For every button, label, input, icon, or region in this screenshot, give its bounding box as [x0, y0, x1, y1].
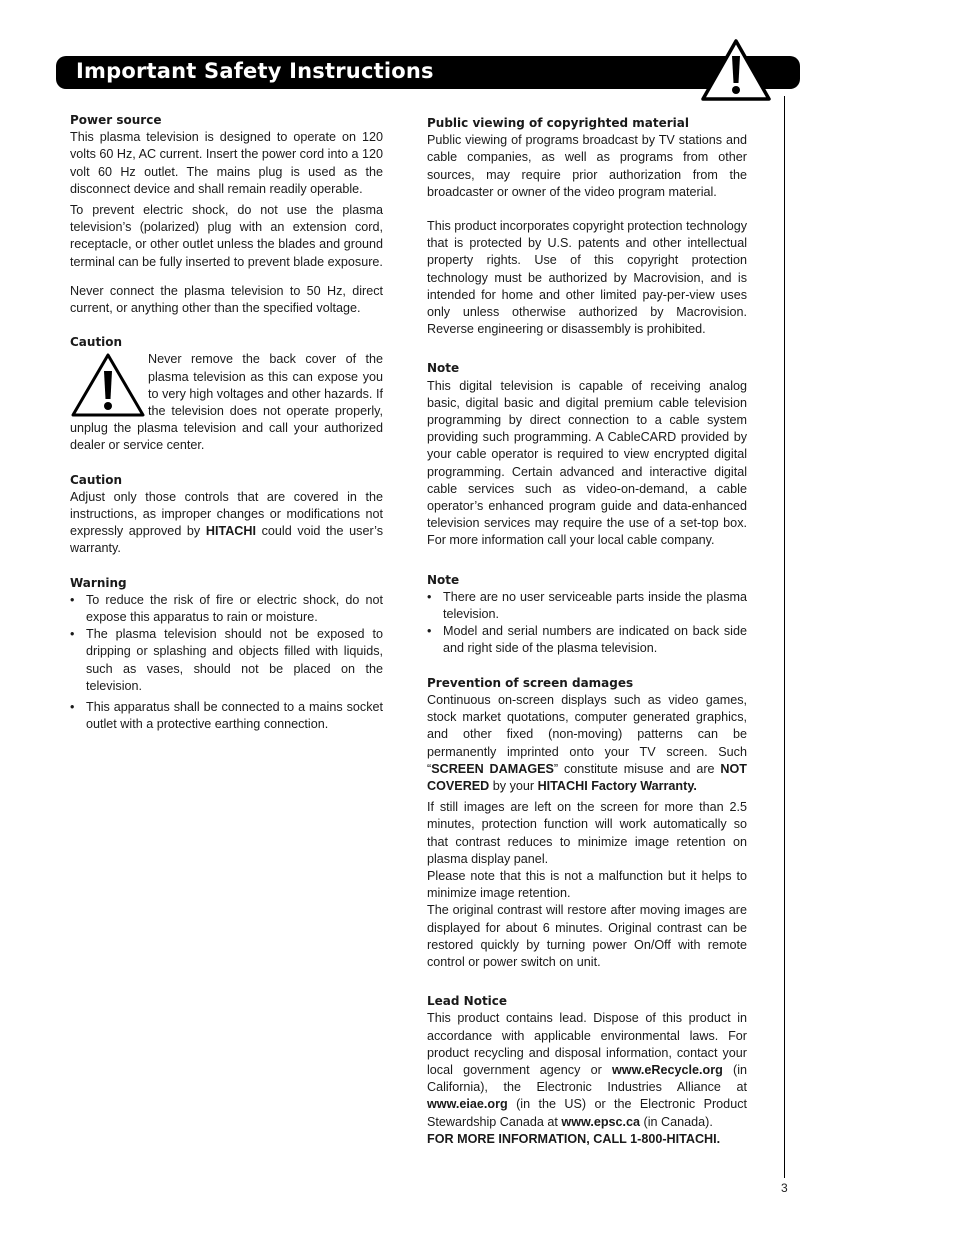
eiae-link[interactable]: www.eiae.org — [427, 1097, 508, 1112]
erecycle-link[interactable]: www.eRecycle.org — [611, 1062, 723, 1077]
lead-text-d: (in Canada). — [640, 1114, 713, 1129]
header-bar — [56, 56, 800, 89]
hitachi-warranty-term: HITACHI Factory Warranty. — [537, 778, 697, 793]
prevention-paragraph-4: The original contrast will restore after moving images are displayed for about 6 minutes. Original contrast can be restored quickly by turning power On/Off with remote control or power switch on unit. — [427, 903, 747, 969]
right-column — [427, 115, 747, 1148]
section-heading-prevention: Prevention of screen damages — [427, 675, 634, 690]
section-heading-public-viewing: Public viewing of copyrighted material — [427, 116, 689, 130]
lead-callout — [427, 1131, 747, 1148]
power-source-paragraph-1: This plasma television is designed to operate on 120 volts 60 Hz, AC current. Insert the power cord into a 120 volt 60 Hz outlet. The mains plug is used as the disconnect device and shall remain readily operable. — [70, 130, 383, 196]
lead-text-b: (in California), the Electronic Industries Alliance at — [427, 1062, 747, 1095]
prevention-paragraph-1 — [427, 692, 747, 795]
caution-2-text — [70, 489, 383, 558]
note-2-list — [427, 589, 747, 658]
page-title: Important Safety Instructions — [76, 59, 434, 83]
lead-notice-text — [427, 1010, 747, 1130]
left-column — [70, 112, 383, 734]
list-item: • To reduce the risk of fire or electric shock, do not expose this apparatus to rain or moisture. — [70, 592, 383, 626]
lead-text-c: (in the US) or the Electronic Product Stewardship Canada at — [427, 1097, 747, 1129]
lead-callout-text: FOR MORE INFORMATION, CALL 1-800-HITACHI. — [427, 1131, 721, 1146]
power-source-paragraph-3: Never connect the plasma television to 50 Hz, direct current, or anything other than the specified voltage. — [70, 283, 383, 316]
list-item: • This apparatus shall be connected to a mains socket outlet with a protective earthing connection. — [70, 699, 383, 733]
section-heading-lead-notice: Lead Notice — [427, 994, 508, 1009]
section-heading-note-1: Note — [427, 361, 460, 376]
section-heading-note-2: Note — [427, 572, 460, 587]
section-heading-warning: Warning — [70, 575, 127, 590]
epsc-link[interactable]: www.epsc.ca — [561, 1114, 641, 1129]
prevention-text-c: ” constitute misuse and are — [553, 761, 721, 776]
list-item: • The plasma television should not be exposed to dripping or splashing and objects filled with liquids, such as vases, should not be placed on the television. — [70, 626, 383, 695]
list-item: • Model and serial numbers are indicated on back side and right side of the plasma television. — [427, 623, 747, 657]
note-1-text: This digital television is capable of receiving analog basic, digital basic and digital premium cable television programming by direct connection to a cable system providing such programming. A CableCARD provided by your cable operator is required to view encrypted digital programming. Certain advanced and interactive digital cable services such as video-on-demand, a cable operator’s enhanced program guide and data-enhanced television services may require the use of a set-top box. For more information call your local cable company. — [427, 378, 747, 548]
prevention-paragraph-3: Please note that this is not a malfunction but it helps to minimize image retention. — [427, 868, 747, 901]
prevention-paragraph-2: If still images are left on the screen for more than 2.5 minutes, protection function will work automatically so that contrast reduces to minimize image retention on plasma display panel. — [427, 800, 747, 866]
warning-list — [70, 592, 383, 734]
screen-damages-term: SCREEN DAMAGES — [431, 761, 554, 776]
public-viewing-paragraph-2: This product incorporates copyright protection technology that is protected by U.S. patents and other intellectual property rights. Use of this copyright protection technology must be authorized by Macrovision, and is intended for home and other limited pay-per-view uses only unless otherwise authorized by Macrovision. Reverse engineering or disassembly is prohibited. — [427, 219, 747, 337]
caution-2-text-b: could void the user’s warranty. — [70, 524, 384, 556]
page-number: 3 — [781, 1181, 788, 1195]
not-covered-term: NOT COVERED — [427, 761, 747, 793]
column-rule — [784, 96, 785, 1178]
section-heading-caution-2: Caution — [70, 472, 123, 487]
caution-block — [70, 351, 383, 454]
section-heading-caution-1: Caution — [70, 335, 123, 350]
prevention-text-e: by your — [489, 778, 538, 793]
caution-2-text-a: Adjust only those controls that are covered in the instructions, as improper changes or modifications not expressly approved by — [70, 489, 383, 539]
prevention-text-a: Continuous on-screen displays such as video games, stock market quotations, computer generated graphics, and other fixed (non-moving) patterns can be permanently imprinted onto your TV screen. Such “ — [427, 692, 747, 776]
lead-text-a: This product contains lead. Dispose of this product in accordance with applicable environmental laws. For product recycling and disposal information, contact your local government agency or — [427, 1011, 747, 1077]
public-viewing-paragraph-1: Public viewing of programs broadcast by TV stations and cable companies, as well as programs from other sources, may require prior authorization from the broadcaster or owner of the video program material. — [427, 133, 747, 199]
warning-triangle-icon — [700, 38, 772, 102]
brand-hitachi: HITACHI — [205, 524, 256, 539]
caution-1-text: Never remove the back cover of the plasma television as this can expose you to very high voltages and other hazards. If the television does not operate properly, unplug the plasma television and call your authorized dealer or service center. — [70, 352, 383, 453]
power-source-paragraph-2: To prevent electric shock, do not use the plasma television’s (polarized) plug with an extension cord, receptacle, or other outlet unless the blades and ground terminal can be fully inserted to prevent blade exposure. — [70, 203, 383, 269]
caution-triangle-icon — [70, 351, 146, 419]
section-heading-power-source: Power source — [70, 113, 162, 127]
list-item: • There are no user serviceable parts inside the plasma television. — [427, 589, 747, 623]
